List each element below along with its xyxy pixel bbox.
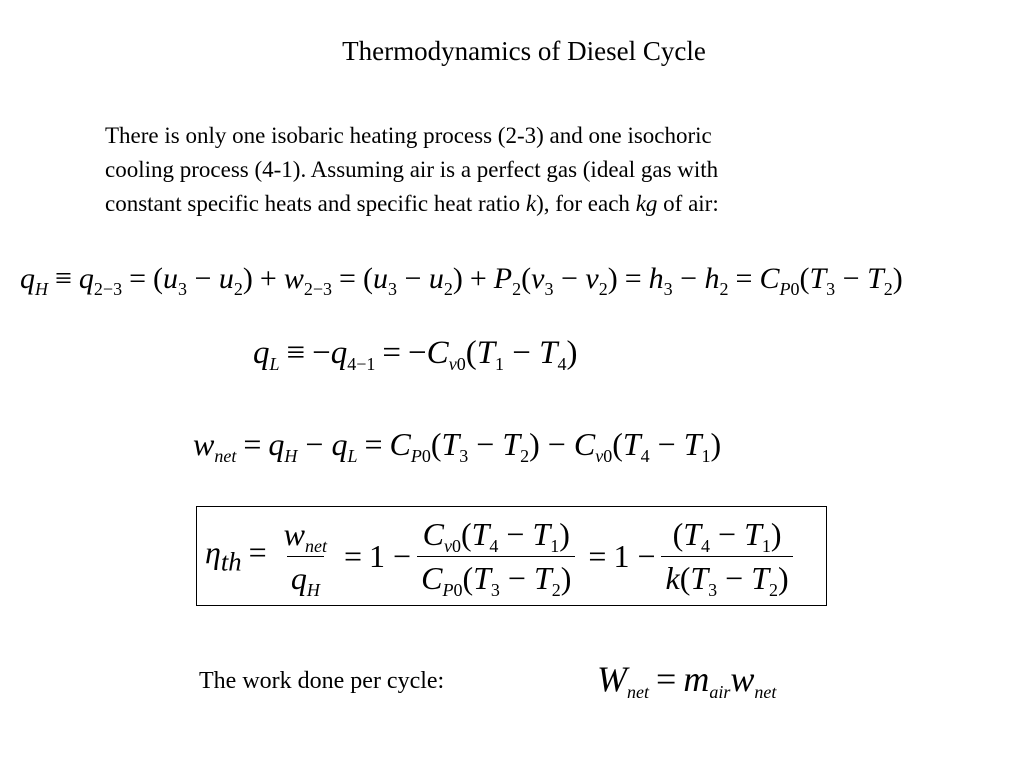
heat-rejected-equation: $q_L \equiv -q_{4-1} = -C_{v0}(T_1 - T_4)$	[253, 335, 578, 374]
intro-paragraph	[105, 119, 905, 221]
thermal-efficiency-equation: $\eta_{th}$ = $\frac{w_{net}}{q_H}$ = 1 − $\frac{C_{v0}(T_4 - T_1)}{C_{P0}(T_3 - T_2)}$ = 1 − $\frac{(T_4 - T_1)}{k(T_3 - T_2)}$	[205, 511, 799, 601]
heat-added-equation: $q_H \equiv q_{2-3} = (u_3 - u_2) + w_{2-3} = (u_3 - u_2) + P_2(v_3 - v_2) = h_3 - h_2 = C_{P0}(T_3 - T_2)$	[20, 262, 903, 299]
work-per-cycle-label: The work done per cycle:	[199, 668, 445, 694]
work-per-cycle-equation: $W_{net} = m_{air}w_{net}$	[597, 659, 777, 702]
intro-line-1: There is only one isobaric heating process (2-3) and one isochoric	[105, 123, 712, 148]
intro-line-3: constant specific heats and specific heat ratio k), for each kg of air:	[105, 191, 719, 216]
efficiency-box	[196, 506, 827, 606]
slide-title: Thermodynamics of Diesel Cycle	[342, 36, 706, 66]
net-work-equation: $w_{net} = q_H - q_L = C_{P0}(T_3 - T_2) - C_{v0}(T_4 - T_1)$	[193, 426, 722, 466]
intro-line-2: cooling process (4-1). Assuming air is a perfect gas (ideal gas with	[105, 157, 719, 182]
fraction-temperature-ratio: $\frac{C_{v0}(T_4 - T_1)}{C_{P0}(T_3 - T_2)}$	[417, 516, 575, 597]
fraction-net-over-heat: $\frac{w_{net}}{q_H}$	[283, 515, 327, 600]
fraction-k-ratio: $\frac{(T_4 - T_1)}{k(T_3 - T_2)}$	[661, 516, 792, 597]
